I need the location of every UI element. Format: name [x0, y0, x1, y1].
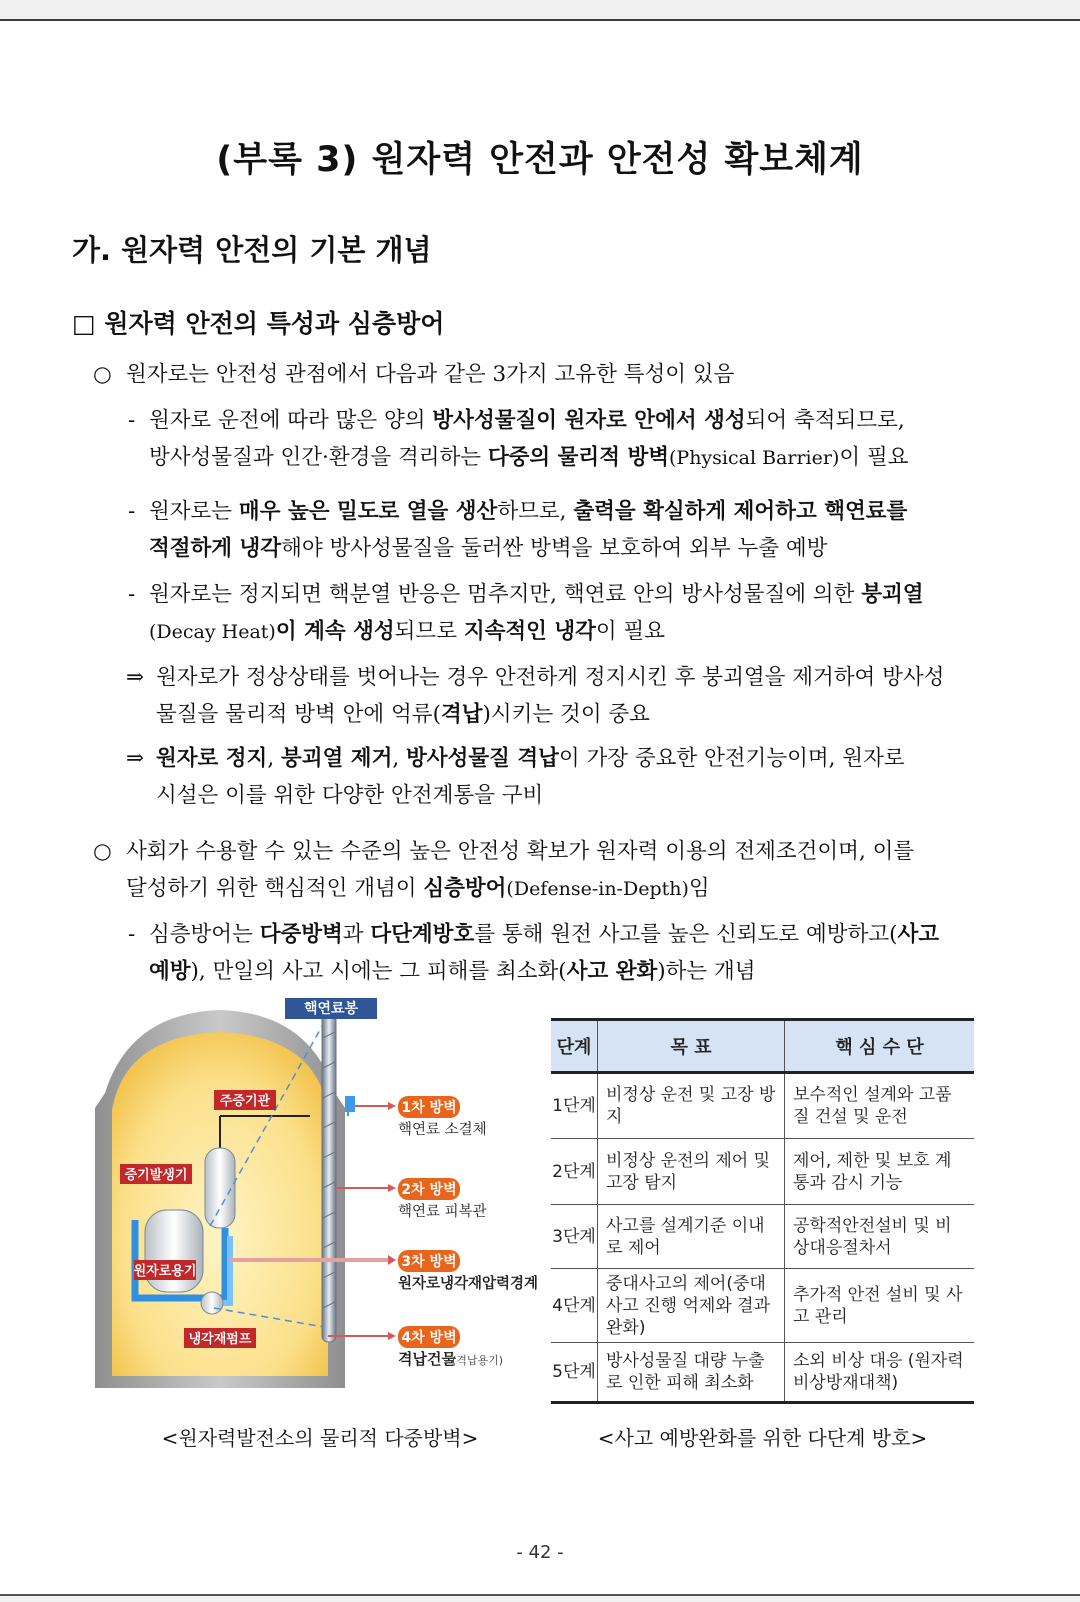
- bold-run: 붕괴열: [861, 582, 924, 607]
- barrier-3-name: 원자로냉각재압력경계: [398, 1276, 539, 1292]
- barrier-2-name: 핵연료 피복관: [398, 1204, 487, 1220]
- main-steam-label: 주증기관: [219, 1094, 271, 1109]
- diagram-caption: <원자력발전소의 물리적 다중방벽>: [161, 1426, 479, 1450]
- viewer-bottom-bar: [0, 1594, 1080, 1602]
- fuel-rod-shape: [322, 1012, 336, 1342]
- table-row: [551, 1073, 974, 1139]
- barrier-4-tag: 4차 방벽: [401, 1330, 457, 1346]
- text-run: (Defense-in-Depth): [506, 878, 689, 900]
- paragraph-2: [126, 833, 914, 908]
- bold-run: 출력을 확실하게 제어하고 핵연료를: [573, 499, 908, 524]
- means-cell: 제어, 제한 및 보호 계통과 감시 기능: [785, 1139, 975, 1205]
- text-run: 이 가장 중요한 안전기능이며, 원자로: [558, 746, 905, 771]
- dash-item-3: [149, 576, 924, 651]
- circle-bullet-icon: ○: [93, 362, 112, 387]
- text-line: 시설은 이를 위한 다양한 안전계통을 구비: [156, 783, 544, 808]
- subsection-heading: [72, 304, 444, 340]
- dash-marker: -: [128, 499, 136, 524]
- arrow-head: [388, 1255, 396, 1265]
- page-number: - 42 -: [516, 1542, 564, 1563]
- bold-run: 사고: [897, 922, 940, 947]
- defense-levels-table: [551, 1018, 974, 1404]
- text-run: 해야 방사성물질을 둘러싼 방벽을 보호하여 외부 누출 예방: [281, 536, 828, 561]
- barrier-3-tag: 3차 방벽: [401, 1254, 457, 1270]
- paragraph-1: 원자로는 안전성 관점에서 다음과 같은 3가지 고유한 특성이 있음: [126, 362, 735, 387]
- fuel-rod-label: 핵연료봉: [303, 1001, 359, 1017]
- bold-run: 다단계방호: [370, 922, 475, 947]
- goal-cell: 비정상 운전의 제어 및 고장 탐지: [598, 1139, 785, 1205]
- fuel-pellet-shape: [345, 1096, 355, 1112]
- stage-cell: 5단계: [551, 1343, 598, 1403]
- checkbox-square-icon: □: [72, 309, 96, 338]
- bold-run: 적절하게 냉각: [149, 536, 282, 561]
- table-header-row: [551, 1020, 974, 1073]
- bold-run: 붕괴열 제거: [281, 746, 393, 771]
- coolant-pump-label: 냉각재펌프: [188, 1332, 252, 1347]
- page-title: (부록 3) 원자력 안전과 안전성 확보체계: [216, 140, 864, 180]
- circle-bullet-icon: ○: [93, 839, 112, 864]
- arrow-head: [388, 1332, 396, 1340]
- header-stage: 단계: [551, 1020, 598, 1073]
- barrier-2-tag: 2차 방벽: [401, 1182, 457, 1198]
- arrow-head: [388, 1184, 396, 1192]
- means-cell: 추가적 안전 설비 및 사고 관리: [785, 1269, 975, 1343]
- table-row: [551, 1269, 974, 1343]
- table-row: [551, 1139, 974, 1205]
- text-run: 이 필요: [839, 445, 909, 470]
- text-run: 방사성물질과 인간·환경을 격리하는: [149, 445, 488, 470]
- bold-run: 매우 높은 밀도로 열을 생산: [238, 499, 498, 524]
- means-cell: 소외 비상 대응 (원자력 비상방재대책): [785, 1343, 975, 1403]
- text-line: 사회가 수용할 수 있는 수준의 높은 안전성 확보가 원자력 이용의 전제조건이며, 이를: [126, 839, 915, 864]
- bold-run: 심층방어: [423, 876, 507, 901]
- steam-generator-label: 증기발생기: [124, 1168, 188, 1183]
- dash-item-1: [149, 402, 909, 477]
- dash-item-2: [149, 493, 907, 567]
- barrier-4-name: 격납건물: [398, 1350, 456, 1368]
- text-run: ,: [392, 746, 407, 771]
- subsection-heading-text: 원자력 안전의 특성과 심층방어: [104, 309, 445, 338]
- section-heading: 가. 원자력 안전의 기본 개념: [72, 233, 432, 267]
- table-row: [551, 1343, 974, 1403]
- barrier-1-tag: 1차 방벽: [401, 1100, 457, 1116]
- dash-marker: -: [128, 408, 136, 433]
- stage-cell: 3단계: [551, 1205, 598, 1269]
- bold-run: 방사성물질이 원자로 안에서 생성: [432, 408, 746, 433]
- bold-run: 격납: [440, 702, 483, 727]
- implies-arrow-icon: ⇒: [126, 746, 145, 771]
- text-run: 과: [342, 922, 371, 947]
- barrier-4-note: (격납용기): [452, 1354, 504, 1367]
- text-run: (Physical Barrier): [669, 447, 840, 469]
- means-cell: 보수적인 설계와 고품질 건설 및 운전: [785, 1073, 975, 1139]
- bold-run: 방사성물질 격납: [406, 746, 559, 771]
- text-run: )하는 개념: [657, 959, 756, 984]
- text-run: ), 만일의 사고 시에는 그 피해를 최소화(: [190, 959, 567, 984]
- text-run: (Decay Heat): [149, 621, 276, 643]
- bold-run: 예방: [149, 959, 191, 984]
- multiple-barrier-diagram: [90, 998, 550, 1398]
- dash-marker: -: [128, 582, 136, 607]
- table-caption: <사고 예방완화를 위한 다단계 방호>: [597, 1426, 928, 1450]
- viewer-top-bar: [0, 0, 1080, 21]
- stage-cell: 1단계: [551, 1073, 598, 1139]
- goal-cell: 중대사고의 제어(중대사고 진행 억제와 결과 완화): [598, 1269, 785, 1343]
- text-run: ,: [267, 746, 282, 771]
- goal-cell: 사고를 설계기준 이내로 제어: [598, 1205, 785, 1269]
- text-run: 원자로 운전에 따라 많은 양의: [149, 408, 433, 433]
- bold-run: 다중방벽: [259, 922, 343, 947]
- text-line: 원자로가 정상상태를 벗어나는 경우 안전하게 정지시킨 후 붕괴열을 제거하여 방사성: [156, 665, 945, 690]
- text-run: 를 통해 원전 사고를 높은 신뢰도로 예방하고(: [474, 922, 898, 947]
- text-run: 원자로는: [149, 499, 239, 524]
- arrow-head: [388, 1102, 396, 1110]
- dash-marker: -: [128, 922, 136, 947]
- reactor-vessel-label: 원자로용기: [133, 1264, 197, 1279]
- header-goal: 목 표: [598, 1020, 785, 1073]
- goal-cell: 방사성물질 대량 누출로 인한 피해 최소화: [598, 1343, 785, 1403]
- text-run: 임: [688, 876, 710, 901]
- table-row: [551, 1205, 974, 1269]
- text-run: 물질을 물리적 방벽 안에 억류(: [156, 702, 441, 727]
- implies-arrow-icon: ⇒: [126, 665, 145, 690]
- bold-run: 이 계속 생성: [275, 619, 395, 644]
- barrier-1-name: 핵연료 소결체: [398, 1122, 487, 1138]
- text-run: 되므로: [394, 619, 464, 644]
- bold-run: 원자로 정지: [156, 746, 268, 771]
- text-run: 심층방어는: [149, 922, 260, 947]
- text-run: )시키는 것이 중요: [482, 702, 650, 727]
- text-run: 하므로,: [497, 499, 574, 524]
- text-run: 이 필요: [595, 619, 666, 644]
- stage-cell: 2단계: [551, 1139, 598, 1205]
- bold-run: 다중의 물리적 방벽: [487, 445, 669, 470]
- arrow-item-1: [156, 659, 944, 733]
- goal-cell: 비정상 운전 및 고장 방지: [598, 1073, 785, 1139]
- arrow-item-2: [156, 740, 905, 814]
- bold-run: 사고 완화: [566, 959, 658, 984]
- means-cell: 공학적안전설비 및 비상대응절차서: [785, 1205, 975, 1269]
- steam-generator-shape: [205, 1148, 235, 1228]
- coolant-pump-shape: [201, 1292, 223, 1314]
- bold-run: 지속적인 냉각: [463, 619, 596, 644]
- text-run: 달성하기 위한 핵심적인 개념이: [126, 876, 424, 901]
- dash-item-4: [149, 916, 939, 990]
- text-run: 되어 축적되므로,: [745, 408, 905, 433]
- stage-cell: 4단계: [551, 1269, 598, 1343]
- text-run: 원자로는 정지되면 핵분열 반응은 멈추지만, 핵연료 안의 방사성물질에 의한: [149, 582, 862, 607]
- header-means: 핵 심 수 단: [785, 1020, 975, 1073]
